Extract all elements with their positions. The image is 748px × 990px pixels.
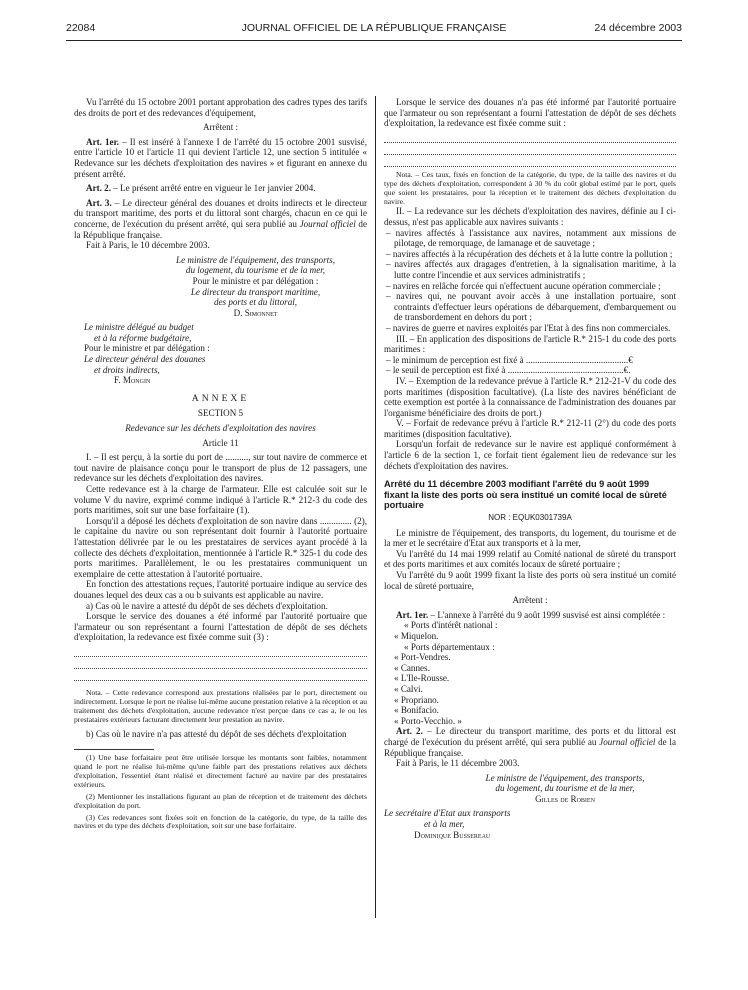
issue-date: 24 décembre 2003 bbox=[594, 22, 682, 34]
list-item: – navires affectés aux dragages d'entretien, à la signalisation maritime, à la lutte contre l'incendie et aux services administratifs ; bbox=[386, 259, 676, 280]
ports-list bbox=[384, 620, 676, 726]
fait-a-paris: Fait à Paris, le 11 décembre 2003. bbox=[396, 758, 520, 769]
annexe-heading: ANNEXE bbox=[191, 392, 250, 404]
paragraph-lorsqu: Lorsqu'il a déposé les déchets d'exploitation de son navire dans .............. (2), le capitaine du navire ou son représentant doit fournir à l'autorité portuaire l'attestation délivrée par le ou les prestataires de services ayant procédé à la collecte des déchets d'exploitation, mentionnée à l'article R.* 325-1 du code des ports maritimes. Parallèlement, le ou les prestataires communiquent un exemplaire de cette attestation à l'autorité portuaire. bbox=[74, 515, 367, 579]
nota-a: Nota. – Cette redevance correspond aux prestations réalisées par le port, directement ou indirectement. Lorsque le port ne réalise lui-même aucune prestation relative à la réception et au traitement des déchets d'exploitation, aucune redevance n'est perçue dans ce cas a, le ou les prestataires extérieurs facturant directement leur prestation au navire. bbox=[74, 687, 367, 724]
paragraph-iii: III. – En application des dispositions de l'article R.* 215-1 du code des ports maritimes : bbox=[384, 333, 676, 355]
page-number: 22084 bbox=[66, 22, 96, 34]
list-item: « Miquelon. bbox=[394, 630, 439, 641]
arrete-title: Arrêté du 11 décembre 2003 modifiant l'arrêté du 9 août 1999 fixant la liste des ports où sera institué un comité local de sûreté portuaire bbox=[384, 479, 667, 511]
signatory-name: Dominique Bussereau bbox=[414, 829, 491, 840]
signature-block-minister: Le ministre de l'équipement, des transports, du logement, du tourisme et de la mer, Pour le ministre et par délégation : Le directeur du transport maritime, des ports et du littoral, D. Simonnet bbox=[74, 255, 367, 319]
seuil-perception: – le seuil de perception est fixé à ...................................................€. bbox=[386, 365, 631, 376]
signatory-name: F. Mongin bbox=[114, 375, 151, 386]
article-2: Art. 2. – Le directeur du transport maritime, des ports et du littoral est chargé de l'exécution du présent arrêté, qui sera publié au Journal officiel de la République française. bbox=[384, 726, 676, 758]
paragraph-iv: IV. – Exemption de la redevance prévue à l'article R.* 212-21-V du code des ports maritimes (disposition facultative). (La liste des navires bénéficiant de cette exemption est portée à la connaissance de l'administration des douanes par l'organisme bénéficiaire des droits de port.) bbox=[384, 375, 676, 418]
list-item: « Bonifacio. bbox=[394, 705, 439, 716]
signature-block-budget: Le ministre délégué au budget et à la réforme budgétaire, Pour le ministre et par délégation : Le directeur général des douanes et droits indirects, F. Mongin bbox=[74, 322, 367, 386]
footnote-1: (1) Une base forfaitaire peut être utilisée lorsque les montants sont faibles, notamment quand le port ne réalise lui-même qu'une faible part des prestations relatives aux déchets d'exploitation, l'essentiel étant réalisé et directement facturé au navire par des prestataires extérieurs. bbox=[74, 753, 367, 789]
article-2: Art. 2. – Le présent arrêté entre en vigueur le 1er janvier 2004. bbox=[86, 183, 316, 194]
minimum-perception: – le minimum de perception est fixé à .............................................€ bbox=[386, 354, 633, 365]
section-heading: SECTION 5 bbox=[197, 408, 244, 419]
list-item: « Porto-Vecchio. » bbox=[394, 715, 462, 726]
page-header bbox=[66, 22, 682, 38]
signatory-name: D. Simonnet bbox=[233, 307, 278, 318]
list-item: « L'Ile-Rousse. bbox=[394, 673, 450, 684]
vu-paragraph: Vu l'arrêté du 15 octobre 2001 portant approbation des cadres types des tarifs des droits de port et des redevances d'équipement, bbox=[74, 97, 367, 118]
nota-b: Nota. – Ces taux, fixés en fonction de la catégorie, du type, de la taille des navires et du type des déchets d'exploitation, correspondent à 30 % du coût global estimé par le port, quels que soient les prestataires, pour la réception et le traitement des déchets d'exploitation du navire. bbox=[384, 169, 676, 206]
list-item: « Cannes. bbox=[394, 662, 430, 673]
section-title: Redevance sur les déchets d'exploitation des navires bbox=[125, 423, 316, 434]
list-item: – navires affectés à la récupération des déchets et à la lutte contre la pollution ; bbox=[386, 248, 673, 259]
exemption-list bbox=[384, 228, 676, 334]
list-item: « Calvi. bbox=[394, 683, 423, 694]
footnote-2: (2) Mentionner les installations figurant au plan de réception et de traitement des déchets d'exploitation du port. bbox=[74, 791, 367, 810]
article-3: Art. 3. – Le directeur général des douanes et droits indirects et le directeur du transport maritime, des ports et du littoral sont chargés, chacun en ce qui le concerne, de l'exécution du présent arrêté, qui sera publié au Journal officiel de la République française. bbox=[74, 197, 368, 240]
arretent: Arrêtent : bbox=[512, 595, 548, 606]
left-column bbox=[74, 97, 367, 831]
paragraph-en-fonction: En fonction des attestations reçues, l'autorité portuaire indique au service des douanes lequel des deux cas a ou b suivants est applicable au navire. bbox=[74, 579, 367, 600]
list-item: – navires de guerre et navires exploités par l'Etat à des fins non commerciales. bbox=[386, 322, 671, 333]
paragraph-lorsque-a: Lorsque le service des douanes a été informé par l'autorité portuaire que l'armateur ou son représentant a fourni l'attestation de dépôt de ses déchets d'exploitation, la redevance est fixée comme suit (3) : bbox=[74, 611, 367, 643]
article-1: Art. 1er. – Il est inséré à l'annexe I de l'arrêté du 15 octobre 2001 susvisé, entre l'article 10 et l'article 11 qui devient l'article 12, une section 5 intitulée « Redevance sur les déchets d'exploitation des navires » et figurant en annexe du présent arrêté. bbox=[74, 136, 367, 179]
ports-interet-national: « Ports d'intérêt national : bbox=[404, 620, 498, 631]
fill-in-lines bbox=[74, 647, 367, 681]
signature-block-minister: Le ministre de l'équipement, des transports, du logement, du tourisme et de la mer, Gilles de Robien bbox=[384, 773, 676, 805]
paragraph-forfait: Lorsqu'un forfait de redevance sur le navire est appliqué conformément à l'article 6 de la section 1, ce forfait tient également lieu de redevance sur les déchets d'exploitation des navires. bbox=[384, 439, 676, 471]
fill-in-lines bbox=[384, 133, 676, 167]
header-rule bbox=[66, 40, 682, 41]
signatory-name: Gilles de Robien bbox=[535, 793, 595, 804]
list-item: – navires qui, ne pouvant avoir accès à une installation portuaire, sont contraints d'effectuer leurs opérations de débarquement, d'embarquement ou de transbordement en dehors du port ; bbox=[386, 291, 676, 323]
article-1: Art. 1er. – L'annexe à l'arrêté du 9 août 1999 susvisé est ainsi complétée : bbox=[396, 609, 666, 620]
footnote-rule bbox=[74, 749, 154, 750]
journal-title: JOURNAL OFFICIEL DE LA RÉPUBLIQUE FRANÇAISE bbox=[241, 22, 507, 34]
article-11-heading: Article 11 bbox=[202, 437, 239, 448]
paragraph-cette: Cette redevance est à la charge de l'armateur. Elle est calculée soit sur le volume V du navire, exprimé comme indiqué à l'article R.* 212-3 du code des ports maritimes, soit sur une base forfaitaire (1). bbox=[74, 484, 367, 516]
vu-2: Vu l'arrêté du 9 août 1999 fixant la liste des ports où sera institué un comité local de sûreté portuaire, bbox=[384, 570, 676, 591]
list-item: « Propriano. bbox=[394, 694, 439, 705]
vu-1: Vu l'arrêté du 14 mai 1999 relatif au Comité national de sûreté du transport et des ports maritimes et aux comités locaux de sûreté portuaire ; bbox=[384, 548, 676, 570]
arretent: Arrêtent : bbox=[202, 122, 239, 133]
paragraph-lorsque-b: Lorsque le service des douanes n'a pas été informé par l'autorité portuaire que l'armateur ou son représentant a fourni l'attestation de dépôt de ses déchets d'exploitation, la redevance est fixée comme suit : bbox=[384, 97, 676, 129]
paragraph-ii: II. – La redevance sur les déchets d'exploitation des navires, définie au I ci-dessus, n'est pas applicable aux navires suivants : bbox=[384, 206, 676, 227]
fait-a-paris: Fait à Paris, le 10 décembre 2003. bbox=[86, 240, 210, 251]
case-a: a) Cas où le navire a attesté du dépôt de ses déchets d'exploitation. bbox=[86, 600, 328, 611]
paragraph-i: I. – Il est perçu, à la sortie du port de .........., sur tout navire de commerce et tout navire de plaisance conçu pour le transport de plus de 12 passagers, une redevance sur les déchets d'exploitation des navires. bbox=[74, 452, 367, 484]
right-column bbox=[384, 97, 676, 840]
le-ministre: Le ministre de l'équipement, des transports, du logement, du tourisme et de la mer et le secrétaire d'Etat aux transports et à la mer, bbox=[384, 527, 676, 549]
column-divider bbox=[375, 96, 376, 918]
paragraph-v: V. – Forfait de redevance prévu à l'article R.* 212-11 (2°) du code des ports maritimes (disposition facultative). bbox=[384, 418, 676, 439]
case-b: b) Cas où le navire n'a pas attesté du dépôt de ses déchets d'exploitation bbox=[86, 728, 347, 739]
signature-block-secretary: Le secrétaire d'Etat aux transports et à la mer, Dominique Bussereau bbox=[384, 808, 676, 840]
list-item: « Port-Vendres. bbox=[394, 652, 451, 663]
list-item: – navires affectés à l'assistance aux navires, notamment aux missions de pilotage, de remorquage, de lamanage et de sauvetage ; bbox=[386, 227, 676, 249]
ports-departementaux: « Ports départementaux : bbox=[404, 641, 495, 652]
list-item: – navires en relâche forcée qui n'effectuent aucune opération commerciale ; bbox=[386, 280, 661, 291]
nor-reference: NOR : EQUK0301739A bbox=[488, 513, 572, 523]
footnote-3: (3) Ces redevances sont fixées soit en fonction de la catégorie, du type, de la taille des navires et du type des déchets d'exploitation, soit sur une base forfaitaire. bbox=[74, 812, 367, 831]
